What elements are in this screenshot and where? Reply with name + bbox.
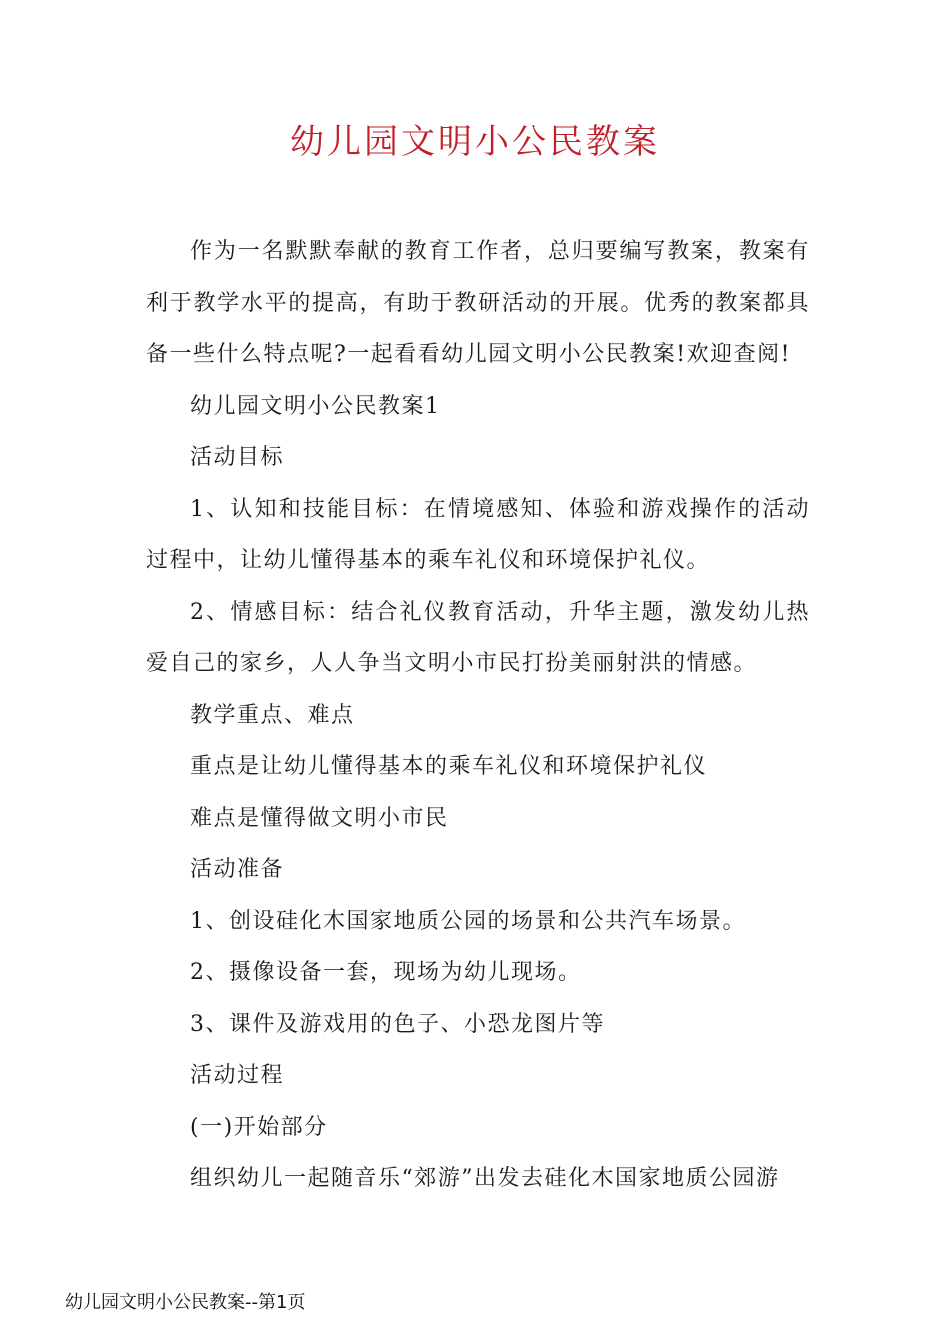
paragraph-goal-2: 2、情感目标：结合礼仪教育活动，升华主题，激发幼儿热爱自己的家乡，人人争当文明小市民打扮美丽射洪的情感。 <box>146 599 810 676</box>
paragraph-preparation-3: 3、课件及游戏用的色子、小恐龙图片等 <box>190 1011 605 1037</box>
paragraph-goal-1: 1、认知和技能目标：在情境感知、体验和游戏操作的活动过程中，让幼儿懂得基本的乘车礼仪和环境保护礼仪。 <box>146 496 810 573</box>
section-heading-lesson-1: 幼儿园文明小公民教案1 <box>190 393 441 419</box>
paragraph-preparation-2: 2、摄像设备一套，现场为幼儿现场。 <box>190 960 582 985</box>
section-heading-process: 活动过程 <box>190 1063 285 1088</box>
paragraph-key-point: 重点是让幼儿懂得基本的乘车礼仪和环境保护礼仪 <box>190 754 708 779</box>
paragraph-difficulty: 难点是懂得做文明小市民 <box>190 805 449 831</box>
paragraph-preparation-1: 1、创设硅化木国家地质公园的场景和公共汽车场景。 <box>190 908 746 934</box>
page-footer: 幼儿园文明小公民教案--第1页 <box>65 1292 306 1313</box>
paragraph-intro: 作为一名默默奉献的教育工作者，总归要编写教案，教案有利于教学水平的提高，有助于教研活动的开展。优秀的教案都具备一些什么特点呢?一起看看幼儿园文明小公民教案!欢迎查阅! <box>146 239 810 367</box>
section-heading-preparation: 活动准备 <box>190 857 285 882</box>
section-heading-opening: (一)开始部分 <box>190 1114 328 1140</box>
section-heading-goals: 活动目标 <box>190 445 285 470</box>
document-title: 幼儿园文明小公民教案 <box>290 122 660 162</box>
document-body <box>146 226 810 1205</box>
paragraph-opening: 组织幼儿一起随音乐“郊游”出发去硅化木国家地质公园游 <box>190 1166 780 1191</box>
section-heading-key-points: 教学重点、难点 <box>190 702 355 728</box>
